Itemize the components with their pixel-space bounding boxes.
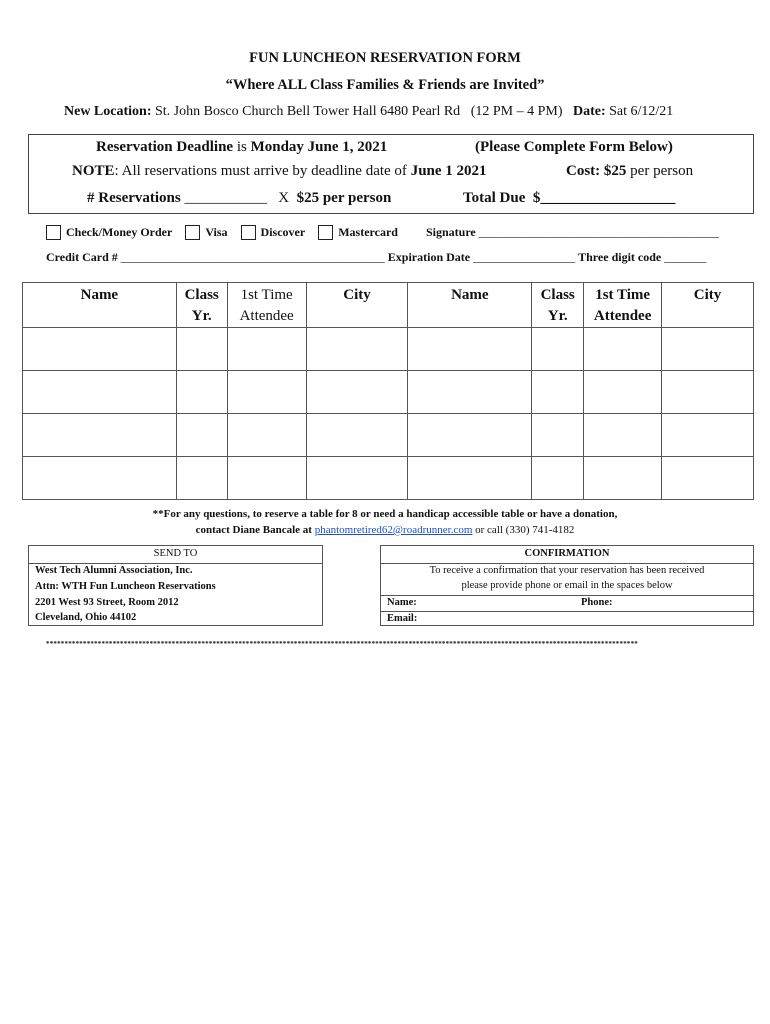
- table-cell[interactable]: [662, 328, 754, 371]
- signature-field[interactable]: ________________________________________: [478, 225, 719, 239]
- table-row: [23, 328, 754, 371]
- location-value: St. John Bosco Church Bell Tower Hall 6480 Pearl Rd: [155, 104, 461, 119]
- attendee-table-body: [23, 328, 754, 500]
- table-cell[interactable]: [176, 457, 227, 500]
- cost-label: Cost:: [566, 163, 601, 179]
- payment-option-mastercard[interactable]: [318, 225, 398, 240]
- multiply-sign: X: [278, 190, 290, 206]
- checkbox[interactable]: [241, 225, 256, 240]
- form-title: FUN LUNCHEON RESERVATION FORM: [249, 50, 521, 66]
- reservations-label: # Reservations: [87, 190, 181, 206]
- confirmation-line: please provide phone or email in the spaces below: [461, 580, 673, 591]
- questions-line: **For any questions, to reserve a table for 8 or need a handicap accessible table or have a donation,: [152, 508, 618, 520]
- table-row: [23, 457, 754, 500]
- reservations-field[interactable]: ___________: [184, 190, 267, 206]
- credit-card-label: Credit Card #: [46, 250, 118, 264]
- total-line: [463, 190, 675, 207]
- contact-prefix: contact Diane Bancale at: [195, 524, 312, 536]
- confirmation-box: [380, 545, 754, 626]
- payment-option-discover[interactable]: [241, 225, 306, 240]
- table-cell[interactable]: [306, 371, 408, 414]
- cost-line: [566, 163, 693, 180]
- deadline-value: Monday June 1, 2021: [250, 139, 388, 155]
- table-cell[interactable]: [227, 328, 306, 371]
- location-label: New Location:: [64, 104, 152, 119]
- location-line: [64, 104, 673, 120]
- table-cell[interactable]: [23, 414, 177, 457]
- contact-line: [0, 522, 770, 538]
- contact-email-link[interactable]: phantomretired62@roadrunner.com: [314, 524, 473, 536]
- payment-option-check[interactable]: [46, 225, 172, 240]
- send-to-heading: SEND TO: [153, 548, 198, 559]
- cost-suffix: per person: [630, 163, 694, 179]
- table-cell[interactable]: [532, 371, 584, 414]
- table-cell[interactable]: [584, 414, 662, 457]
- table-cell[interactable]: [176, 371, 227, 414]
- table-cell[interactable]: [532, 414, 584, 457]
- confirmation-name-label[interactable]: Name:: [387, 597, 417, 608]
- cvv-field[interactable]: _______: [664, 250, 707, 264]
- questions-note: [0, 506, 770, 538]
- attendee-table: [22, 282, 754, 500]
- cvv-label: Three digit code: [578, 250, 662, 264]
- date-value: Sat 6/12/21: [609, 104, 674, 119]
- send-to-line: Attn: WTH Fun Luncheon Reservations: [35, 581, 216, 592]
- table-cell[interactable]: [408, 414, 532, 457]
- send-to-line: 2201 West 93 Street, Room 2012: [35, 597, 179, 608]
- column-header-name-2: Name: [408, 283, 532, 328]
- expiration-field[interactable]: _________________: [473, 250, 576, 264]
- date-label: Date:: [572, 104, 606, 119]
- confirmation-phone-label[interactable]: Phone:: [581, 597, 613, 608]
- table-cell[interactable]: [176, 328, 227, 371]
- table-cell[interactable]: [23, 457, 177, 500]
- table-cell[interactable]: [584, 371, 662, 414]
- column-header-class-yr-2: Class Yr.: [532, 283, 584, 328]
- table-cell[interactable]: [227, 457, 306, 500]
- deadline-box: [28, 134, 754, 214]
- table-cell[interactable]: [408, 457, 532, 500]
- deadline-line: [96, 139, 387, 156]
- table-cell[interactable]: [662, 457, 754, 500]
- column-header-name: Name: [23, 283, 177, 328]
- contact-phone: or call (330) 741-4182: [475, 524, 575, 536]
- note-date: June 1 2021: [410, 163, 487, 179]
- confirmation-line: To receive a confirmation that your reservation has been received: [429, 565, 705, 576]
- signature-label: Signature: [425, 225, 476, 239]
- checkbox[interactable]: [46, 225, 61, 240]
- payment-option-visa[interactable]: [185, 225, 227, 240]
- table-row: [23, 371, 754, 414]
- table-cell[interactable]: [584, 328, 662, 371]
- column-header-city: City: [306, 283, 408, 328]
- checkbox[interactable]: [318, 225, 333, 240]
- column-header-city-2: City: [662, 283, 754, 328]
- event-time: (12 PM – 4 PM): [470, 104, 563, 119]
- column-header-first-time: 1st Time Attendee: [227, 283, 306, 328]
- form-subtitle: “Where ALL Class Families & Friends are Invited”: [225, 77, 545, 93]
- send-to-line: Cleveland, Ohio 44102: [35, 612, 137, 623]
- total-field[interactable]: $__________________: [532, 190, 676, 206]
- deadline-is: is: [236, 139, 247, 155]
- table-cell[interactable]: [408, 371, 532, 414]
- table-cell[interactable]: [227, 371, 306, 414]
- deadline-label: Reservation Deadline: [96, 139, 234, 155]
- cost-value: $25: [603, 163, 627, 179]
- note-line: [72, 163, 487, 180]
- send-to-line: West Tech Alumni Association, Inc.: [35, 565, 193, 576]
- table-cell[interactable]: [662, 414, 754, 457]
- star-divider: ****************************************************************************************************************************************************************: [46, 640, 638, 648]
- table-cell[interactable]: [23, 328, 177, 371]
- credit-card-field[interactable]: ____________________________________________: [120, 250, 385, 264]
- send-to-box: [28, 545, 323, 626]
- confirmation-heading: CONFIRMATION: [524, 548, 610, 559]
- payment-option-label: Discover: [260, 225, 306, 239]
- table-cell[interactable]: [306, 457, 408, 500]
- table-cell[interactable]: [227, 414, 306, 457]
- table-cell[interactable]: [532, 328, 584, 371]
- payment-option-label: Check/Money Order: [66, 225, 173, 239]
- table-cell[interactable]: [176, 414, 227, 457]
- table-cell[interactable]: [584, 457, 662, 500]
- table-cell[interactable]: [408, 328, 532, 371]
- note-text: : All reservations must arrive by deadline date of: [114, 163, 407, 179]
- complete-note: (Please Complete Form Below): [475, 139, 673, 155]
- table-cell[interactable]: [662, 371, 754, 414]
- confirmation-email-label[interactable]: Email:: [387, 613, 418, 624]
- payment-option-label: Visa: [205, 225, 228, 239]
- table-row: [23, 414, 754, 457]
- per-person-price: $25 per person: [296, 190, 392, 206]
- column-header-class-yr: Class Yr.: [176, 283, 227, 328]
- total-label: Total Due: [463, 190, 526, 206]
- reservations-line: [87, 190, 391, 207]
- expiration-label: Expiration Date: [387, 250, 471, 264]
- table-cell[interactable]: [23, 371, 177, 414]
- credit-card-row: [46, 250, 706, 265]
- table-cell[interactable]: [532, 457, 584, 500]
- column-header-first-time-2: 1st Time Attendee: [584, 283, 662, 328]
- checkbox[interactable]: [185, 225, 200, 240]
- table-header-row: [23, 283, 754, 328]
- table-cell[interactable]: [306, 414, 408, 457]
- payment-options: [46, 225, 719, 240]
- note-label: NOTE: [72, 163, 115, 179]
- table-cell[interactable]: [306, 328, 408, 371]
- payment-option-label: Mastercard: [338, 225, 398, 239]
